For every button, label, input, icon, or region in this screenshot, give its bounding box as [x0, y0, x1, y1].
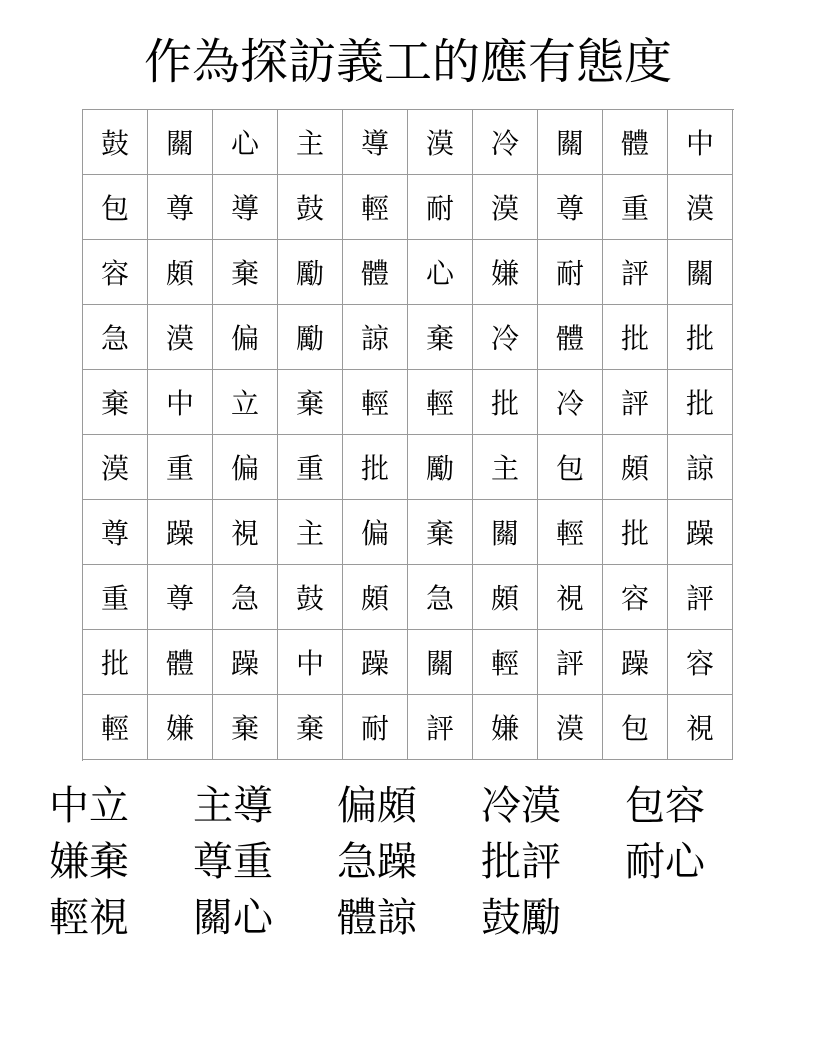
grid-cell: 鼓	[278, 565, 343, 630]
grid-cell: 批	[343, 435, 408, 500]
word-list-item: 關心	[193, 895, 273, 941]
word-list-item: 冷漠	[481, 783, 561, 829]
grid-cell: 嫌	[473, 240, 538, 305]
word-list-item: 耐心	[625, 839, 705, 885]
grid-cell: 棄	[408, 305, 473, 370]
grid-cell: 漠	[668, 175, 733, 240]
grid-cell: 視	[213, 500, 278, 565]
word-list-item: 嫌棄	[49, 839, 129, 885]
page-title: 作為探訪義工的應有態度	[143, 34, 672, 90]
grid-cell: 關	[148, 110, 213, 175]
grid-cell: 躁	[343, 630, 408, 695]
grid-cell: 關	[408, 630, 473, 695]
grid-cell: 頗	[603, 435, 668, 500]
grid-cell: 評	[538, 630, 603, 695]
grid-cell: 視	[538, 565, 603, 630]
grid-cell: 批	[83, 630, 148, 695]
grid-cell: 評	[668, 565, 733, 630]
grid-cell: 導	[213, 175, 278, 240]
grid-cell: 漠	[148, 305, 213, 370]
grid-cell: 重	[148, 435, 213, 500]
word-search-grid	[82, 109, 734, 761]
grid-cell: 冷	[473, 305, 538, 370]
grid-cell: 心	[213, 110, 278, 175]
grid-cell: 主	[278, 110, 343, 175]
grid-cell: 嫌	[473, 695, 538, 760]
grid-cell: 導	[343, 110, 408, 175]
grid-cell: 躁	[148, 500, 213, 565]
grid-cell: 評	[603, 240, 668, 305]
grid-cell: 輕	[473, 630, 538, 695]
grid-cell: 棄	[213, 695, 278, 760]
grid-cell: 耐	[538, 240, 603, 305]
word-list-item: 尊重	[193, 839, 273, 885]
grid-cell: 包	[603, 695, 668, 760]
grid-cell: 漠	[538, 695, 603, 760]
grid-cell: 主	[278, 500, 343, 565]
word-list-item: 中立	[49, 783, 129, 829]
grid-cell: 重	[278, 435, 343, 500]
grid-cell: 頗	[148, 240, 213, 305]
grid-cell: 體	[343, 240, 408, 305]
word-list-item: 體諒	[337, 895, 417, 941]
grid-cell: 體	[603, 110, 668, 175]
grid-cell: 尊	[148, 565, 213, 630]
grid-cell: 批	[603, 305, 668, 370]
word-list	[49, 778, 769, 946]
grid-cell: 勵	[408, 435, 473, 500]
grid-cell: 輕	[83, 695, 148, 760]
grid-cell: 偏	[213, 435, 278, 500]
grid-cell: 冷	[473, 110, 538, 175]
grid-cell: 諒	[668, 435, 733, 500]
grid-cell: 漠	[473, 175, 538, 240]
grid-cell: 棄	[408, 500, 473, 565]
word-list-item: 輕視	[49, 895, 129, 941]
grid-cell: 棄	[278, 695, 343, 760]
grid-cell: 體	[538, 305, 603, 370]
grid-cell: 批	[668, 370, 733, 435]
word-list-item: 急躁	[337, 839, 417, 885]
grid-cell: 批	[473, 370, 538, 435]
grid-cell: 輕	[538, 500, 603, 565]
grid-cell: 重	[83, 565, 148, 630]
word-list-item: 主導	[193, 783, 273, 829]
grid-cell: 頗	[343, 565, 408, 630]
grid-cell: 關	[538, 110, 603, 175]
grid-cell: 輕	[343, 175, 408, 240]
grid-cell: 勵	[278, 240, 343, 305]
grid-cell: 批	[603, 500, 668, 565]
grid-cell: 耐	[343, 695, 408, 760]
grid-cell: 急	[408, 565, 473, 630]
grid-cell: 輕	[408, 370, 473, 435]
grid-cell: 中	[278, 630, 343, 695]
grid-cell: 諒	[343, 305, 408, 370]
grid-cell: 棄	[83, 370, 148, 435]
grid-cell: 容	[668, 630, 733, 695]
grid-cell: 漠	[408, 110, 473, 175]
grid-cell: 中	[668, 110, 733, 175]
grid-cell: 急	[83, 305, 148, 370]
word-list-item: 偏頗	[337, 783, 417, 829]
grid-cell: 頗	[473, 565, 538, 630]
grid-cell: 勵	[278, 305, 343, 370]
grid-cell: 容	[603, 565, 668, 630]
grid-cell: 評	[408, 695, 473, 760]
grid-cell: 輕	[343, 370, 408, 435]
grid-cell: 立	[213, 370, 278, 435]
grid-cell: 體	[148, 630, 213, 695]
grid-cell: 評	[603, 370, 668, 435]
grid-cell: 視	[668, 695, 733, 760]
grid-cell: 偏	[213, 305, 278, 370]
grid-cell: 嫌	[148, 695, 213, 760]
grid-cell: 鼓	[278, 175, 343, 240]
grid-cell: 漠	[83, 435, 148, 500]
grid-cell: 躁	[603, 630, 668, 695]
grid-cell: 尊	[83, 500, 148, 565]
word-list-item: 批評	[481, 839, 561, 885]
grid-cell: 重	[603, 175, 668, 240]
grid-cell: 主	[473, 435, 538, 500]
grid-cell: 偏	[343, 500, 408, 565]
grid-cell: 關	[668, 240, 733, 305]
word-list-item: 鼓勵	[481, 895, 561, 941]
grid-cell: 中	[148, 370, 213, 435]
grid-cell: 尊	[538, 175, 603, 240]
grid-cell: 急	[213, 565, 278, 630]
grid-cell: 包	[83, 175, 148, 240]
word-list-item: 包容	[625, 783, 705, 829]
grid-cell: 心	[408, 240, 473, 305]
grid-cell: 棄	[213, 240, 278, 305]
grid-cell: 尊	[148, 175, 213, 240]
grid-cell: 棄	[278, 370, 343, 435]
grid-cell: 批	[668, 305, 733, 370]
grid-cell: 容	[83, 240, 148, 305]
grid-cell: 冷	[538, 370, 603, 435]
grid-cell: 包	[538, 435, 603, 500]
grid-cell: 關	[473, 500, 538, 565]
grid-cell: 躁	[668, 500, 733, 565]
grid-cell: 耐	[408, 175, 473, 240]
grid-cell: 躁	[213, 630, 278, 695]
grid-cell: 鼓	[83, 110, 148, 175]
